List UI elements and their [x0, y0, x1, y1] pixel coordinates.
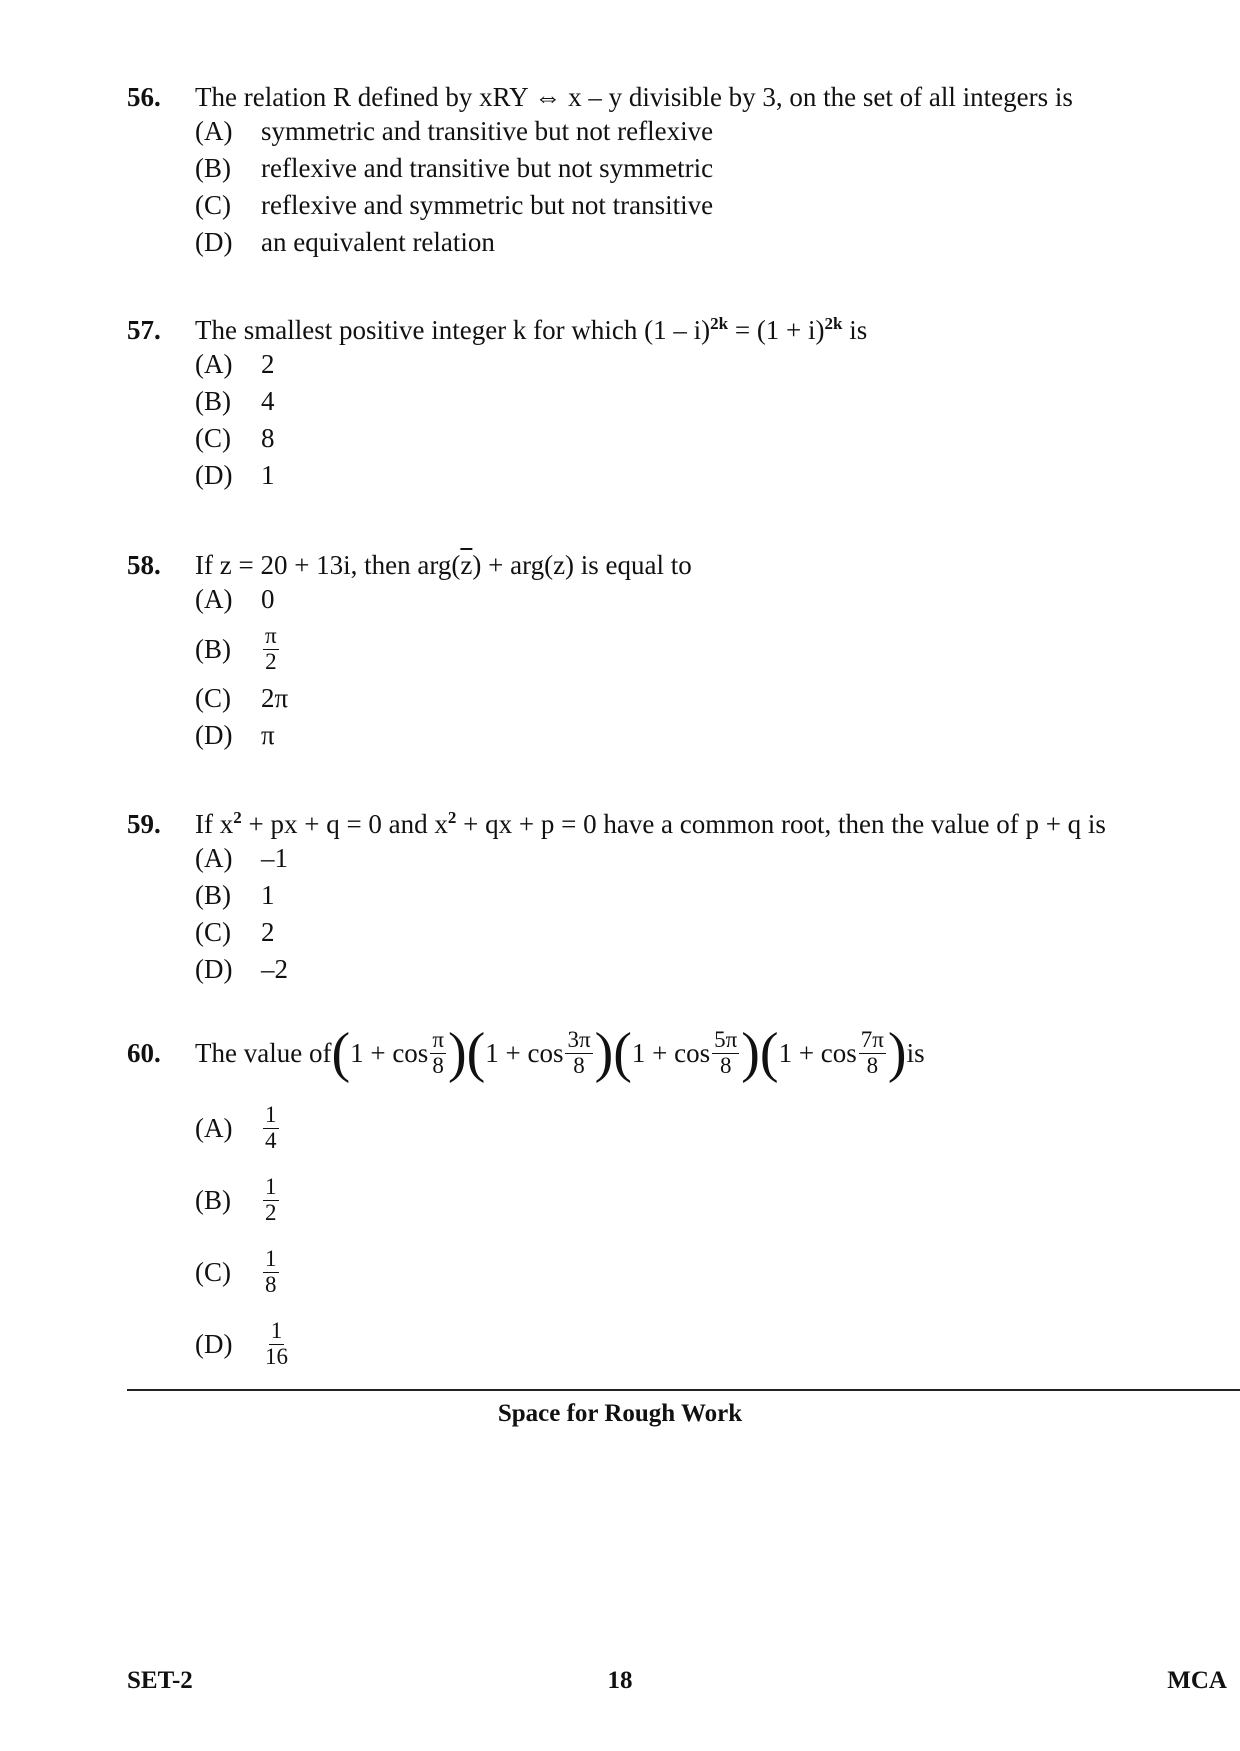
exponent: 2k [710, 314, 729, 333]
option-label: (D) [195, 227, 233, 257]
paren-close: ) [741, 1022, 760, 1084]
fraction-denominator: 2 [265, 1199, 277, 1225]
question-number: 58. [127, 550, 161, 580]
question-number: 56. [127, 82, 161, 112]
option-a [195, 113, 1207, 150]
option-label: (A) [195, 584, 233, 614]
option-label: (D) [195, 954, 233, 984]
fraction-denominator: 8 [265, 1271, 277, 1297]
question-text-part: ) + arg(z) is equal to [472, 550, 692, 580]
option-value: 2 [261, 917, 275, 947]
question-text [195, 314, 1207, 346]
option-label: (C) [195, 190, 231, 220]
question-number: 57. [127, 315, 161, 345]
option-value: 2 [261, 349, 275, 379]
question-prefix: The value of [195, 1037, 332, 1068]
option-c [195, 420, 1207, 457]
option-label: (B) [195, 153, 231, 183]
option-value: reflexive and transitive but not symmetric [261, 153, 714, 183]
option-value: 0 [261, 584, 275, 614]
option-label: (C) [195, 917, 231, 947]
question-text [195, 550, 1207, 581]
paren-close: ) [887, 1022, 907, 1084]
fraction-denominator: 4 [265, 1127, 277, 1153]
option-label: (A) [195, 843, 233, 873]
fraction-denominator: 8 [719, 1052, 732, 1078]
option-a [195, 581, 1207, 618]
paren-open: ( [466, 1022, 486, 1084]
option-label: (C) [195, 423, 231, 453]
term-fraction [712, 1028, 739, 1077]
term-text: 1 + cos [778, 1037, 857, 1068]
option-d [195, 951, 1207, 988]
option-value: 4 [261, 386, 275, 416]
conjugate-z: $\overline{z}$ [460, 550, 473, 580]
fraction-denominator: 8 [573, 1052, 585, 1078]
option-label: (B) [195, 633, 231, 664]
fraction-numerator: 3π [567, 1027, 591, 1053]
option-fraction [263, 1175, 279, 1224]
option-fraction [263, 624, 279, 673]
fraction-denominator: 8 [432, 1052, 444, 1078]
option-label: (B) [195, 1184, 231, 1215]
option-b [195, 150, 1207, 187]
option-b [195, 877, 1207, 914]
question-text-part: The smallest positive integer k for which (1 – i) [195, 315, 711, 345]
exponent: 2k [824, 314, 843, 333]
fraction-numerator: π [265, 623, 277, 649]
option-a [195, 346, 1207, 383]
option-label: (B) [195, 880, 231, 910]
term-text: 1 + cos [631, 1037, 711, 1068]
option-label: (A) [195, 1112, 233, 1143]
fraction-numerator: 1 [270, 1318, 283, 1344]
term-text: 1 + cos [485, 1037, 564, 1068]
question-56 [127, 82, 1207, 261]
option-fraction [263, 1247, 279, 1296]
option-value: symmetric and transitive but not reflexive [261, 116, 714, 146]
footer-page-number: 18 [607, 1667, 633, 1694]
paren-close: ) [447, 1022, 467, 1084]
option-value: an equivalent relation [261, 227, 495, 257]
question-text-part: + qx + p = 0 have a common root, then the value of p + q is [456, 809, 1106, 839]
option-c [195, 187, 1207, 224]
footer-set: SET-2 [127, 1667, 193, 1694]
fraction-numerator: 5π [714, 1027, 738, 1053]
question-number: 60. [127, 1037, 161, 1068]
fraction-numerator: 1 [265, 1102, 277, 1128]
option-d [195, 224, 1207, 261]
option-a [195, 1097, 1207, 1159]
option-label: (D) [195, 1328, 233, 1359]
option-c [195, 680, 1207, 717]
option-d [195, 457, 1207, 494]
exponent: 2 [233, 808, 242, 827]
option-d [195, 717, 1207, 754]
option-d [195, 1313, 1207, 1375]
question-60 [127, 1022, 1207, 1375]
term-fraction [859, 1028, 886, 1077]
option-value: –1 [261, 843, 288, 873]
term-fraction [565, 1028, 592, 1077]
option-label: (D) [195, 720, 233, 750]
option-value: reflexive and symmetric but not transitive [261, 190, 714, 220]
footer-subject: MCA [1167, 1667, 1227, 1694]
option-a [195, 840, 1207, 877]
paren-open: ( [613, 1022, 632, 1084]
option-b [195, 1169, 1207, 1231]
fraction-denominator: 8 [866, 1052, 879, 1078]
option-c [195, 1241, 1207, 1303]
paren-open: ( [331, 1022, 351, 1084]
question-text-part: + px + q = 0 and x [241, 809, 448, 839]
option-label: (A) [195, 116, 233, 146]
question-text-part: If z = 20 + 13i, then arg( [195, 550, 461, 580]
exponent: 2 [447, 808, 457, 827]
fraction-denominator: 16 [265, 1343, 288, 1369]
question-text-part: If x [195, 809, 234, 839]
question-58 [127, 550, 1207, 754]
fraction-numerator: 7π [860, 1027, 884, 1053]
question-text-part: is [842, 315, 868, 345]
option-label: (D) [195, 460, 233, 490]
question-text-part: = (1 + i) [728, 315, 825, 345]
divider [127, 1389, 1240, 1391]
fraction-numerator: 1 [265, 1174, 277, 1200]
option-value: π [261, 720, 275, 750]
option-value: 2π [261, 683, 289, 713]
question-suffix: is [906, 1037, 925, 1068]
paren-close: ) [594, 1022, 614, 1084]
question-text: The relation R defined by xRY ⇔ x – y divisible by 3, on the set of all integers is [195, 82, 1073, 112]
option-value: 8 [261, 423, 275, 453]
option-b [195, 383, 1207, 420]
option-b [195, 618, 1207, 680]
option-value: 1 [261, 460, 275, 490]
option-value: 1 [261, 880, 275, 910]
term-text: 1 + cos [350, 1037, 429, 1068]
option-fraction [263, 1103, 279, 1152]
question-59 [127, 808, 1207, 988]
question-text [195, 808, 1207, 840]
fraction-numerator: 1 [265, 1246, 277, 1272]
fraction-denominator: 2 [265, 648, 277, 674]
question-line [127, 1022, 1207, 1084]
rough-work-label: Space for Rough Work [497, 1400, 743, 1427]
term-fraction [430, 1028, 446, 1077]
question-57 [127, 314, 1207, 494]
paren-open: ( [759, 1022, 779, 1084]
option-fraction [263, 1319, 290, 1368]
option-label: (A) [195, 349, 233, 379]
option-label: (B) [195, 386, 231, 416]
option-c [195, 914, 1207, 951]
option-label: (C) [195, 683, 231, 713]
option-value: –2 [261, 954, 288, 984]
question-number: 59. [127, 809, 161, 839]
option-label: (C) [195, 1256, 231, 1287]
fraction-numerator: π [432, 1027, 444, 1053]
